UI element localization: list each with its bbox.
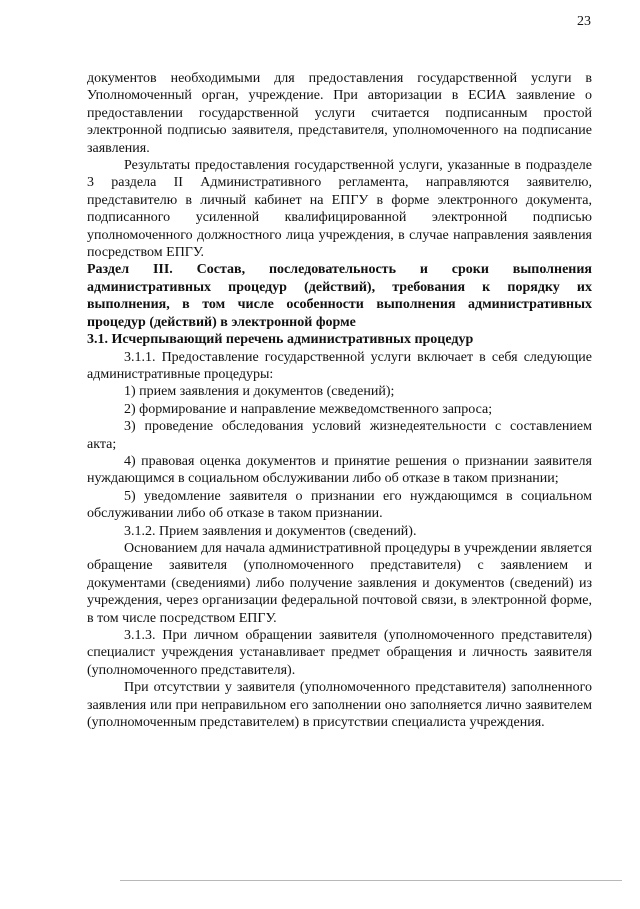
paragraph-basis: Основанием для начала административной процедуры в учреждении является обращение заявителя (уполномоченного представителя) с заявлением и документами (сведениями) либо получение заявления и документов (сведений) из учреждения, через организации федеральной почтовой связи, в электронной форме, в том числе посредством ЕПГУ. [87, 540, 592, 626]
paragraph-results: Результаты предоставления государственной услуги, указанные в подразделе 3 раздела II Административного регламента, направляются заявителю, представителю в личный кабинет на ЕПГУ в форме электронного документа, подписанного усиленной квалифицированной электронной подписью уполномоченного должностного лица учреждения, в случае направления заявления посредством ЕПГУ. [87, 158, 592, 261]
list-item-3: 3) проведение обследования условий жизнедеятельности с составлением акта; [87, 419, 592, 452]
paragraph-absence: При отсутствии у заявителя (уполномоченного представителя) заполненного заявления или при неправильном его заполнении оно заполняется лично заявителем (уполномоченным представителем) в присутствии специалиста учреждения. [87, 680, 592, 731]
footer-rule [120, 880, 622, 881]
page-number: 23 [577, 14, 591, 29]
section-title: Раздел III. Состав, последовательность и сроки выполнения административных процедур (действий), требования к порядку их выполнения, в том числе особенности выполнения административных процедур (действий) в электронной форме [87, 262, 592, 330]
subsection-title: 3.1. Исчерпывающий перечень административных процедур [87, 332, 474, 348]
list-item-5: 5) уведомление заявителя о признании его нуждающимся в социальном обслуживании либо об отказе в таком признании. [87, 488, 592, 522]
paragraph-3-1-1: 3.1.1. Предоставление государственной услуги включает в себя следующие административные процедуры: [87, 349, 592, 382]
paragraph-continuation: документов необходимыми для предоставления государственной услуги в Уполномоченный орган, учреждение. При авторизации в ЕСИА заявление о предоставлении государственной услуги считается подписанным простой электронной подписью заявителя, представителя, уполномоченного на подписание заявления. [87, 71, 592, 156]
document-body [87, 70, 592, 731]
paragraph-3-1-2: 3.1.2. Прием заявления и документов (сведений). [124, 523, 417, 539]
list-item-1: 1) прием заявления и документов (сведений); [124, 384, 395, 400]
list-item-4: 4) правовая оценка документов и принятие решения о признании заявителя нуждающимся в социальном обслуживании либо об отказе в таком признании; [87, 453, 592, 487]
list-item-2: 2) формирование и направление межведомственного запроса; [124, 401, 493, 417]
paragraph-3-1-3: 3.1.3. При личном обращении заявителя (уполномоченного представителя) специалист учреждения устанавливает предмет обращения и личность заявителя (уполномоченного представителя). [87, 628, 592, 678]
